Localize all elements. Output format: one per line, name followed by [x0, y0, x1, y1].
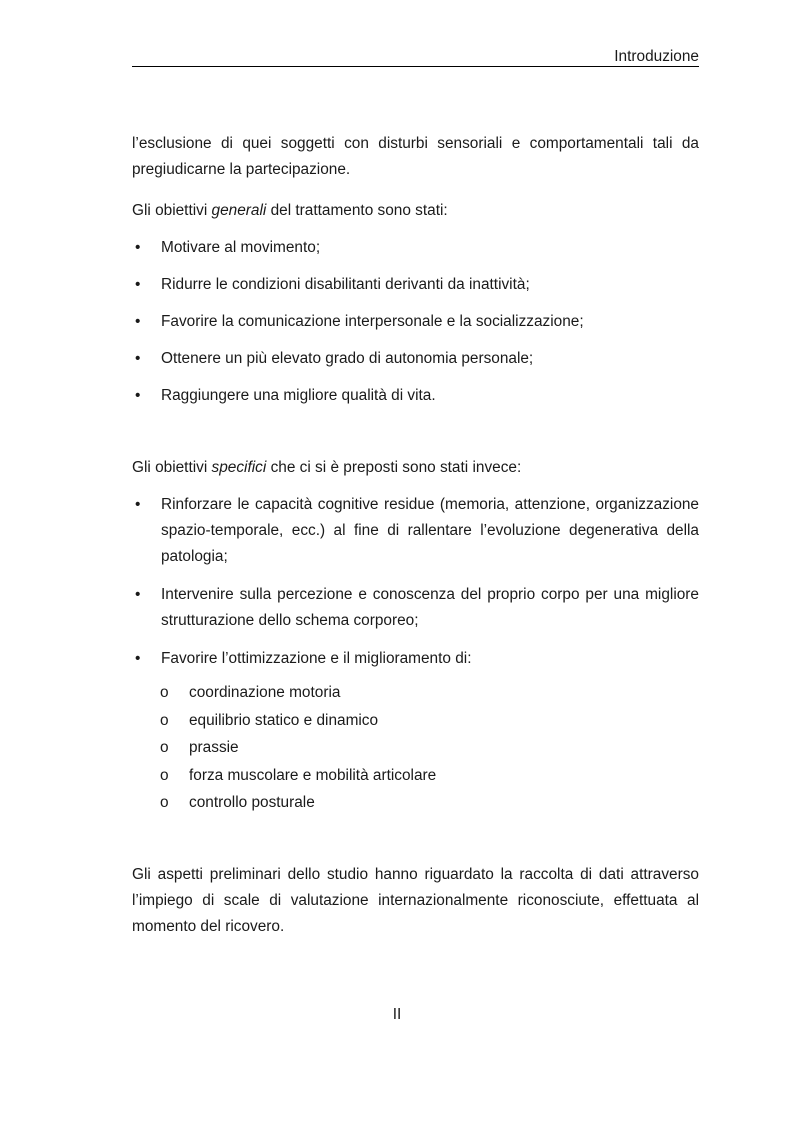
bullet-icon: • — [135, 496, 141, 513]
intro-paragraph: l’esclusione di quei soggetti con disturbi sensoriali e comportamentali tali da pregiudicarne la partecipazione. — [132, 135, 699, 178]
page-body — [132, 131, 699, 940]
bullet-icon: • — [135, 350, 141, 367]
bullet-icon: • — [135, 276, 141, 293]
list-item-text: Ottenere un più elevato grado di autonomia personale; — [161, 350, 534, 367]
sub-list-item-text: coordinazione motoria — [189, 684, 341, 701]
sub-list-item — [132, 734, 699, 762]
running-header-title: Introduzione — [614, 48, 699, 65]
list-item — [132, 309, 699, 335]
circle-bullet-icon: o — [160, 711, 169, 729]
sub-list-item-text: forza muscolare e mobilità articolare — [189, 766, 437, 784]
list-item-text: Ridurre le condizioni disabilitanti derivanti da inattività; — [161, 276, 530, 293]
page-number: II — [392, 1006, 402, 1023]
circle-bullet-icon: o — [160, 684, 169, 701]
bullet-icon: • — [135, 313, 141, 330]
general-objectives-list — [132, 235, 699, 409]
list-item-text: Rinforzare le capacità cognitive residue (memoria, attenzione, organizzazione spazio-temporale, ecc.) al fine di rallentare l’evoluzione degenerativa della patologia; — [161, 496, 699, 565]
lead-text: del trattamento sono stati: — [266, 202, 448, 219]
circle-bullet-icon: o — [160, 766, 169, 784]
sub-list-item-text: prassie — [189, 739, 239, 757]
general-objectives-lead — [132, 198, 699, 224]
specific-sub-list — [132, 679, 699, 817]
specific-objectives-list — [132, 492, 699, 672]
header-rule — [132, 66, 699, 67]
list-item — [132, 582, 699, 634]
list-item-text: Intervenire sulla percezione e conoscenza del proprio corpo per una migliore strutturazione dello schema corporeo; — [161, 586, 699, 629]
sub-list-item — [132, 679, 699, 707]
list-item — [132, 383, 699, 409]
list-item-text: Favorire l’ottimizzazione e il miglioramento di: — [161, 650, 472, 667]
closing-paragraph: Gli aspetti preliminari dello studio hanno riguardato la raccolta di dati attraverso l’impiego di scale di valutazione internazionalmente riconosciute, effettuata al momento del ricovero. — [132, 865, 699, 935]
list-item — [132, 272, 699, 298]
sub-list-item — [132, 762, 699, 790]
sub-list-item — [132, 789, 699, 817]
circle-bullet-icon: o — [160, 739, 169, 757]
bullet-icon: • — [135, 387, 141, 404]
lead-emphasis: generali — [211, 202, 267, 219]
list-item — [132, 646, 699, 672]
list-item — [132, 235, 699, 261]
lead-text: che ci si è preposti sono stati invece: — [266, 459, 522, 476]
lead-text: Gli obiettivi — [132, 202, 212, 219]
list-item-text: Raggiungere una migliore qualità di vita. — [161, 387, 436, 404]
circle-bullet-icon: o — [160, 794, 169, 812]
sub-list-item — [132, 707, 699, 735]
list-item — [132, 346, 699, 372]
sub-list-item-text: controllo posturale — [189, 794, 315, 812]
lead-emphasis: specifici — [211, 459, 267, 476]
sub-list-item-text: equilibrio statico e dinamico — [189, 711, 379, 729]
list-item-text: Motivare al movimento; — [161, 239, 321, 256]
bullet-icon: • — [135, 586, 141, 603]
list-item — [132, 492, 699, 570]
specific-objectives-lead — [132, 455, 699, 481]
bullet-icon: • — [135, 650, 141, 667]
list-item-text: Favorire la comunicazione interpersonale e la socializzazione; — [161, 313, 584, 330]
bullet-icon: • — [135, 239, 141, 256]
lead-text: Gli obiettivi — [132, 459, 212, 476]
